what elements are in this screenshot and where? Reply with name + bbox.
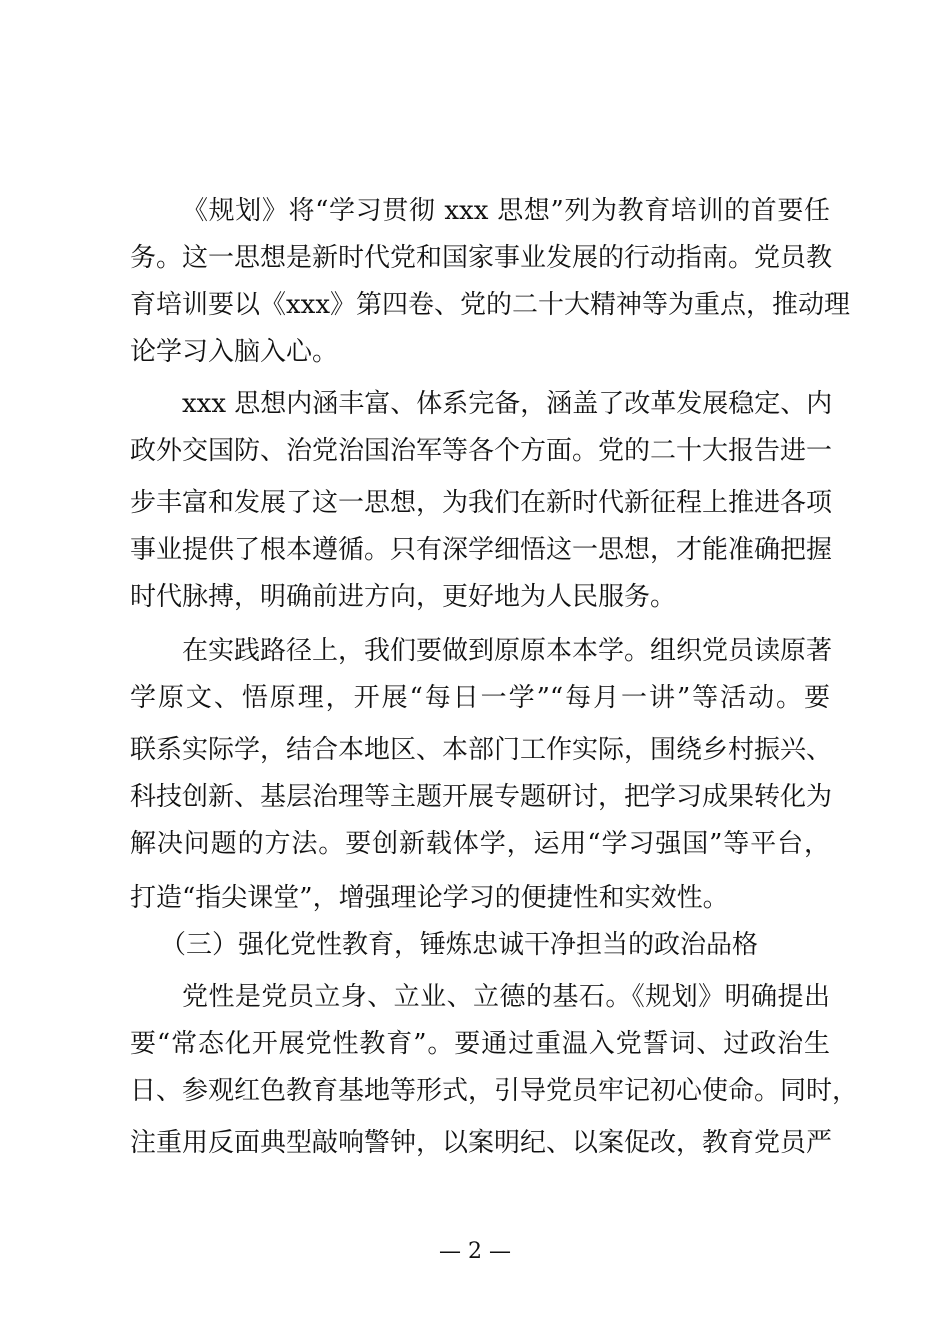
paragraph-1-line-4: 论学习入脑入心。 xyxy=(130,337,339,367)
paragraph-3-line-2: 学原文、悟原理，开展“每日一学”“每月一讲”等活动。要 xyxy=(130,683,830,713)
paragraph-4-line-3: 日、参观红色教育基地等形式，引导党员牢记初心使命。同时， xyxy=(130,1076,859,1106)
paragraph-2-line-5: 时代脉搏，明确前进方向，更好地为人民服务。 xyxy=(130,582,677,612)
paragraph-3-line-6: 打造“指尖课堂”，增强理论学习的便捷性和实效性。 xyxy=(130,883,729,913)
paragraph-1-line-3: 育培训要以《xxx》第四卷、党的二十大精神等为重点，推动理 xyxy=(130,290,850,320)
paragraph-4-line-2: 要“常态化开展党性教育”。要通过重温入党誓词、过政治生 xyxy=(130,1029,830,1059)
paragraph-2-line-2: 政外交国防、治党治国治军等各个方面。党的二十大报告进一 xyxy=(130,436,833,466)
section-heading: （三）强化党性教育，锤炼忠诚干净担当的政治品格 xyxy=(160,930,759,960)
paragraph-1-line-2: 务。这一思想是新时代党和国家事业发展的行动指南。党员教 xyxy=(130,243,833,273)
paragraph-1-line-1: 《规划》将“学习贯彻 xxx 思想”列为教育培训的首要任 xyxy=(182,196,830,226)
paragraph-3-line-5: 解决问题的方法。要创新载体学，运用“学习强国”等平台， xyxy=(130,829,830,859)
paragraph-3-line-3: 联系实际学，结合本地区、本部门工作实际，围绕乡村振兴、 xyxy=(130,735,833,765)
paragraph-2-line-4: 事业提供了根本遵循。只有深学细悟这一思想，才能准确把握 xyxy=(130,535,833,565)
paragraph-3-line-4: 科技创新、基层治理等主题开展专题研讨，把学习成果转化为 xyxy=(130,782,833,812)
paragraph-2-line-3: 步丰富和发展了这一思想，为我们在新时代新征程上推进各项 xyxy=(130,488,833,518)
paragraph-4-line-1: 党性是党员立身、立业、立德的基石。《规划》明确提出 xyxy=(182,982,830,1012)
paragraph-3-line-1: 在实践路径上，我们要做到原原本本学。组织党员读原著 xyxy=(182,636,833,666)
page-number: — 2 — xyxy=(439,1239,511,1264)
paragraph-4-line-4: 注重用反面典型敲响警钟，以案明纪、以案促改，教育党员严 xyxy=(130,1128,833,1158)
paragraph-2-line-1: xxx 思想内涵丰富、体系完备，涵盖了改革发展稳定、内 xyxy=(182,389,833,419)
